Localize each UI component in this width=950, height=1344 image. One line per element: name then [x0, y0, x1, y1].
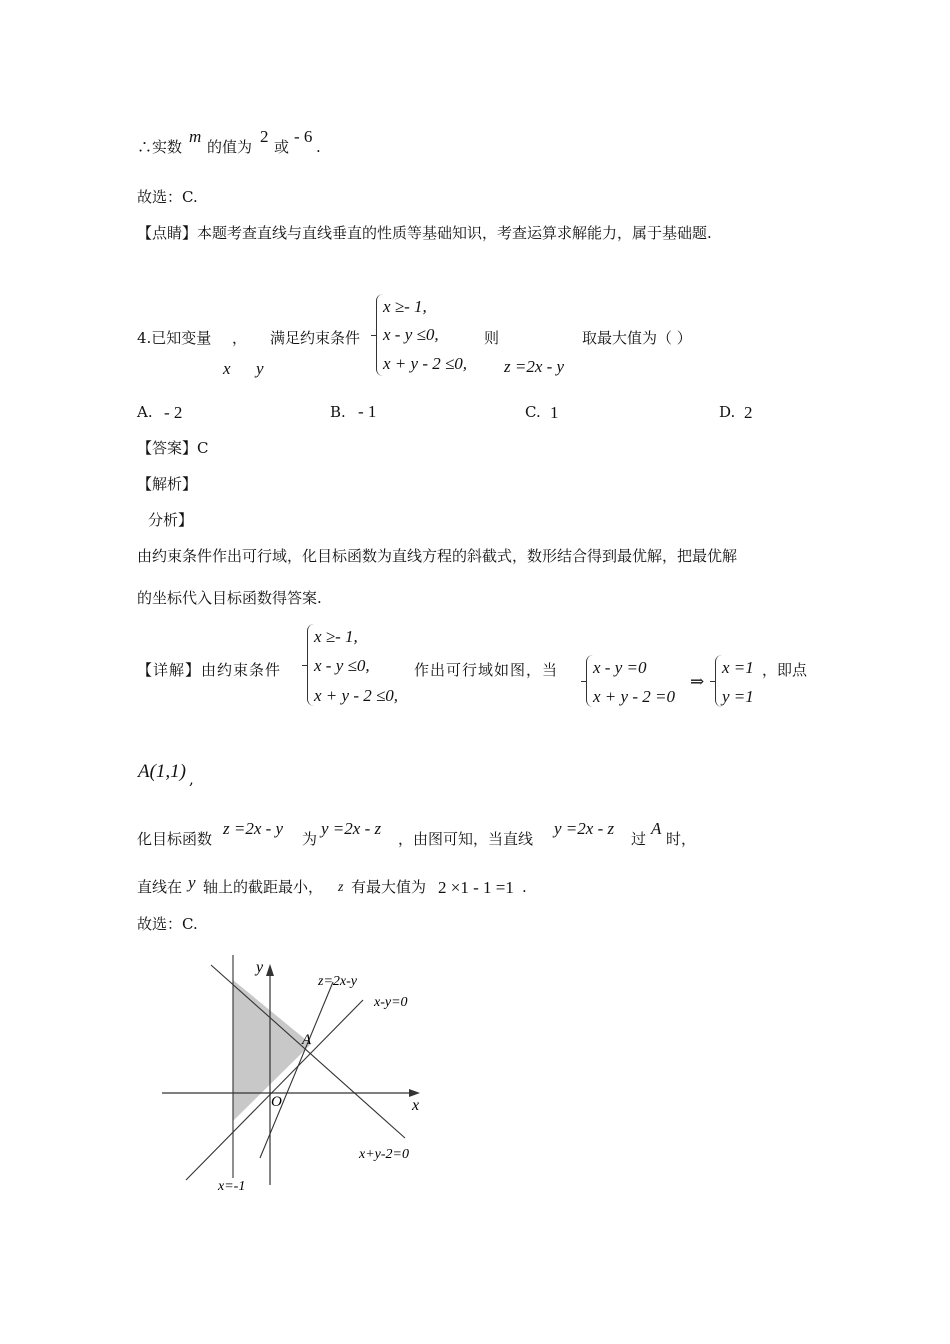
point-a-comma: ,: [189, 770, 194, 788]
detail-mid: 作出可行域如图，当: [414, 661, 559, 679]
origin-label: O: [271, 1094, 282, 1110]
detail-end: ，即点: [762, 661, 808, 679]
point-a: A(1,1): [138, 761, 187, 782]
transform-d: 过: [631, 830, 647, 848]
q4-constraint-1: x ≥- 1,: [383, 297, 427, 316]
y-axis-arrow: [266, 964, 274, 976]
analysis-line-2: 的坐标代入目标函数得答案.: [137, 589, 322, 607]
intercept-expr: 2 ×1 - 1 =1: [438, 878, 514, 897]
detail-system-brace: [586, 655, 593, 707]
q4-stem-b: 满足约束条件: [270, 329, 361, 347]
option-b-label: B.: [330, 403, 346, 421]
detail-result-brace: [715, 655, 722, 707]
detail-system-1: x - y =0: [593, 658, 647, 677]
intercept-y: y: [188, 873, 196, 892]
implies-arrow: ⇒: [690, 672, 705, 691]
transform-f3: y =2x - z: [554, 819, 615, 838]
option-c-value: 1: [550, 403, 559, 422]
transform-b: 为: [302, 830, 318, 848]
intercept-a: 直线在: [137, 878, 183, 896]
q4-var-x: x: [223, 359, 231, 378]
intercept-b: 轴上的截距最小，: [203, 878, 324, 896]
x-axis-arrow: [409, 1089, 420, 1097]
q4-var-y: y: [256, 359, 264, 378]
line-x-eq-neg1-label: x=-1: [218, 1179, 246, 1194]
q4-comma: ，: [232, 329, 248, 347]
value-2: 2: [260, 127, 269, 146]
intercept-z: z: [338, 880, 344, 895]
intercept-c: 有最大值为: [351, 878, 427, 896]
q4-constraint-3: x + y - 2 ≤0,: [383, 354, 468, 373]
analysis-line-1: 由约束条件作出可行域，化目标函数为直线方程的斜截式，数形结合得到最优解，把最优解: [137, 547, 738, 565]
q4-stem-a: 4.已知变量: [137, 329, 212, 347]
detail-result-1: x =1: [722, 658, 754, 677]
option-c-label: C.: [525, 403, 541, 421]
jiexi-heading: 【解析】: [137, 475, 198, 493]
dianjing-line: 【点睛】本题考查直线与直线垂直的性质等基础知识，考查运算求解能力，属于基础题.: [137, 224, 712, 242]
option-d-label: D.: [719, 403, 736, 421]
detail-constraint-1: x ≥- 1,: [314, 627, 358, 646]
detail-constraint-brace: [307, 624, 314, 706]
conclusion-mid: 的值为: [207, 138, 253, 156]
choice-line-1: 故选：C.: [137, 188, 198, 206]
q4-stem-c: 取最大值为（ ）: [582, 329, 692, 347]
point-a-label: A: [302, 1032, 312, 1048]
conclusion-or: 或: [274, 138, 290, 156]
detail-constraint-3: x + y - 2 ≤0,: [314, 686, 399, 705]
detail-constraint-2: x - y ≤0,: [314, 656, 370, 675]
transform-f1: z =2x - y: [223, 819, 284, 838]
detail-prefix: 【详解】由约束条件: [137, 661, 282, 679]
line-x-plus-y-label: x+y-2=0: [359, 1147, 409, 1162]
transform-f2: y =2x - z: [321, 819, 382, 838]
transform-c: ，由图可知，当直线: [398, 830, 534, 848]
detail-system-2: x + y - 2 =0: [593, 687, 675, 706]
value-neg6: - 6: [294, 127, 313, 146]
option-a-value: - 2: [164, 403, 183, 422]
intercept-end: .: [522, 878, 527, 896]
option-b-value: - 1: [358, 402, 377, 421]
option-d-value: 2: [744, 403, 753, 422]
q4-then: 则: [484, 329, 500, 347]
transform-e: 时，: [666, 830, 697, 848]
answer-line: 【答案】C: [137, 439, 209, 457]
conclusion-end: .: [316, 138, 321, 156]
transform-a: 化目标函数: [137, 830, 213, 848]
feasible-region-figure: [150, 950, 440, 1200]
option-a-label: A.: [137, 403, 153, 421]
q4-objective: z =2x - y: [504, 357, 565, 376]
y-axis-label: y: [256, 959, 264, 976]
q4-constraint-2: x - y ≤0,: [383, 325, 439, 344]
var-m: m: [189, 127, 202, 146]
line-x-minus-y-label: x-y=0: [374, 995, 408, 1010]
detail-result-2: y =1: [722, 687, 754, 706]
q4-constraint-brace: [376, 294, 383, 376]
x-axis-label: x: [412, 1097, 420, 1114]
conclusion-prefix: ∴实数: [137, 138, 183, 156]
objective-line-label: z=2x-y: [318, 974, 357, 989]
choice-line-2: 故选：C.: [137, 915, 198, 933]
transform-A: A: [651, 819, 662, 838]
fenxi-heading: 分析】: [148, 511, 194, 529]
